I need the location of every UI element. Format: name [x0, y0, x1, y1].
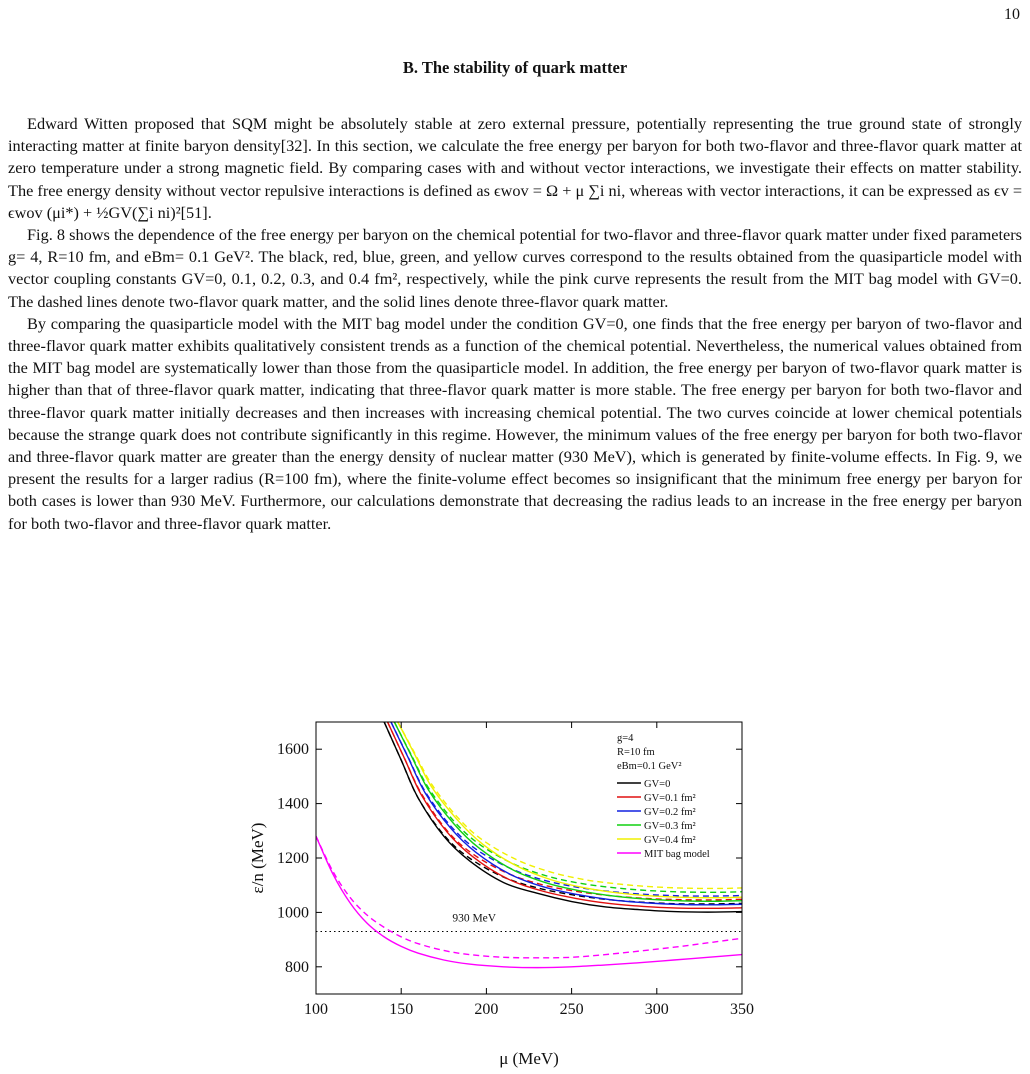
x-tick-label: 350	[730, 1001, 754, 1018]
paragraph-1: Edward Witten proposed that SQM might be absolutely stable at zero external pressure, potentially representing the true ground state of strongly interacting matter at finite baryon density[32]. In this section, we calculate the free energy per baryon for both two-flavor and three-flavor quark matter at zero temperature under a strong magnetic field. By comparing cases with and without vector interactions, we investigate their effects on matter stability. The free energy density without vector repulsive interactions is defined as ϵwov = Ω + μ ∑i ni, whereas with vector interactions, it can be expressed as ϵv = ϵwov (μi*) + ½GV(∑i ni)²[51].	[8, 114, 1022, 222]
legend-entry: GV=0.1 fm²	[644, 793, 696, 804]
body-text	[8, 113, 1022, 535]
x-tick-label: 200	[474, 1001, 499, 1018]
x-tick-label: 150	[389, 1001, 414, 1018]
section-title: B. The stability of quark matter	[402, 58, 628, 77]
x-axis-label: μ (MeV)	[499, 1049, 559, 1068]
legend	[617, 733, 710, 860]
annotation-930: 930 MeV	[452, 912, 497, 925]
legend-entry: GV=0	[644, 779, 671, 790]
y-tick-label: 1600	[277, 741, 309, 759]
legend-entry: MIT bag model	[644, 849, 710, 860]
legend-entry: GV=0.2 fm²	[644, 807, 696, 818]
y-tick-label: 1400	[277, 795, 309, 813]
legend-param: g=4	[617, 733, 634, 744]
paragraph-2: Fig. 8 shows the dependence of the free energy per baryon on the chemical potential for two-flavor and three-flavor quark matter under fixed parameters g= 4, R=10 fm, and eBm= 0.1 GeV². The black, red, blue, green, and yellow curves correspond to the results obtained from the quasiparticle model with vector coupling constants GV=0, 0.1, 0.2, 0.3, and 0.4 fm², respectively, while the pink curve represents the result from the MIT bag model with GV=0. The dashed lines denote two-flavor quark matter, and the solid lines denote three-flavor quark matter.	[8, 225, 1022, 311]
page-number: 10	[1004, 6, 1020, 23]
y-tick-label: 1200	[277, 850, 309, 867]
series-line	[398, 722, 742, 888]
y-tick-label: 800	[285, 958, 309, 976]
legend-entry: GV=0.4 fm²	[644, 835, 696, 846]
y-tick-label: 1000	[277, 904, 309, 922]
figure-8-chart	[240, 714, 780, 1074]
legend-param: R=10 fm	[617, 747, 655, 758]
legend-param: eBm=0.1 GeV²	[617, 761, 682, 772]
y-axis-label: ε/n (MeV)	[248, 822, 267, 894]
x-tick-label: 250	[559, 1001, 584, 1018]
paragraph-3: By comparing the quasiparticle model with the MIT bag model under the condition GV=0, one finds that the free energy per baryon of two-flavor and three-flavor quark matter exhibits qualitatively consistent trends as a function of the chemical potential. Nevertheless, the numerical values obtained from the MIT bag model are systematically lower than those from the quasiparticle model. In addition, the free energy per baryon of two-flavor quark matter is higher than that of three-flavor quark matter, indicating that three-flavor quark matter is more stable. The free energy per baryon for both two-flavor and three-flavor quark matter initially decreases and then increases with increasing chemical potential. The two curves coincide at lower chemical potentials because the strange quark does not contribute significantly in this regime. However, the minimum values of the free energy per baryon for both two-flavor and three-flavor quark matter are greater than the energy density of nuclear matter (930 MeV), which is generated by finite-volume effects. In Fig. 9, we present the results for a larger radius (R=100 fm), where the finite-volume effect becomes so insignificant that the minimum free energy per baryon for both cases is lower than 930 MeV. Furthermore, our calculations demonstrate that decreasing the radius leads to an increase in the free energy per baryon for both two-flavor and three-flavor quark matter.	[8, 313, 1022, 533]
legend-entry: GV=0.3 fm²	[644, 821, 696, 832]
x-tick-label: 300	[644, 1001, 669, 1018]
x-tick-label: 100	[304, 1001, 328, 1018]
